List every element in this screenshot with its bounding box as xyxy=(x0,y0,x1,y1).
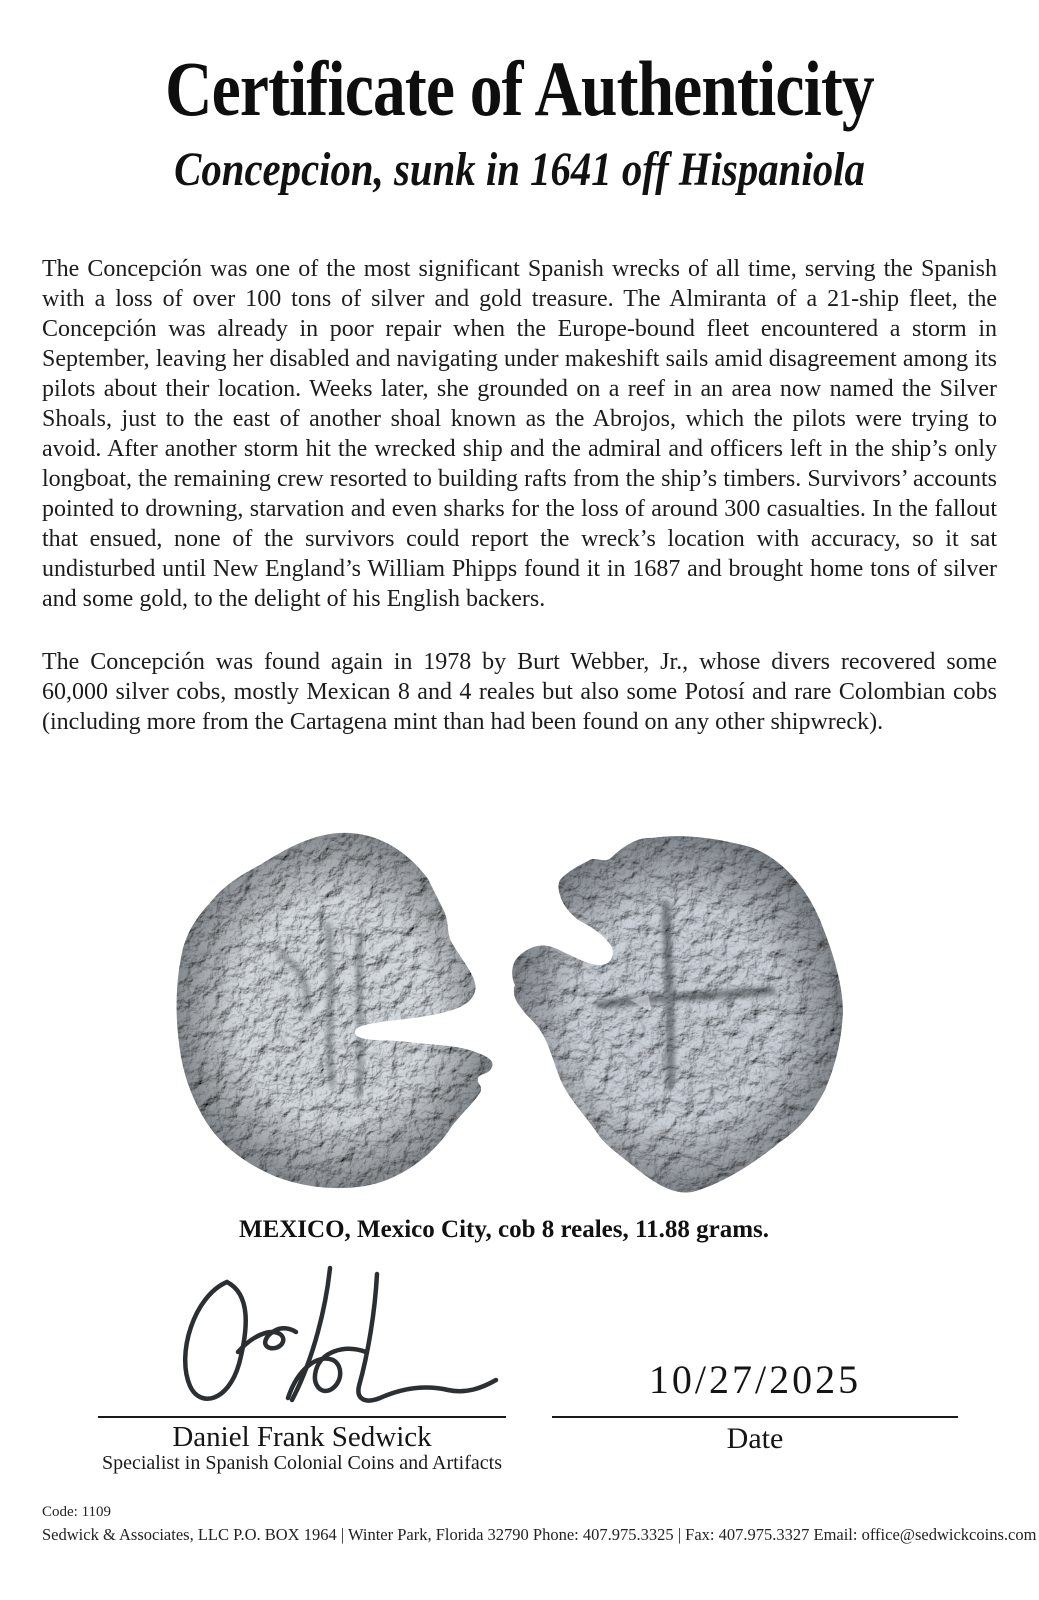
coin-reverse-photo xyxy=(512,836,843,1192)
certificate-title: Certificate of Authenticity xyxy=(165,45,874,132)
signatory-name: Daniel Frank Sedwick xyxy=(172,1421,432,1453)
coin-photos xyxy=(160,785,860,1200)
signatory-title: Specialist in Spanish Colonial Coins and Artifacts xyxy=(102,1452,502,1474)
signature-line xyxy=(98,1416,506,1418)
coin-obverse-photo xyxy=(177,833,493,1188)
date-value: 10/27/2025 xyxy=(648,1357,862,1402)
history-paragraph-1: The Concepción was one of the most significant Spanish wrecks of all time, serving the Spanish with a loss of over 100 tons of silver and gold treasure. The Almiranta of a 21-ship fleet, the Concepción was already in poor repair when the Europe-bound fleet encountered a storm in September, leaving her disabled and navigating under makeshift sails amid disagreement among its pilots about their location. Weeks later, she grounded on a reef in an area now named the Silver Shoals, just to the east of another shoal known as the Abrojos, which the pilots were trying to avoid. After another storm hit the wrecked ship and the admiral and officers left in the ship’s only longboat, the remaining crew resorted to building rafts from the ship’s timbers. Survivors’ accounts pointed to drowning, starvation and even sharks for the loss of around 300 casualties. In the fallout that ensued, none of the survivors could report the wreck’s location with accuracy, so it sat undisturbed until New England’s William Phipps found it in 1687 and brought home tons of silver and some gold, to the delight of his English backers. xyxy=(42,256,997,612)
certificate-subtitle: Concepcion, sunk in 1641 off Hispaniola xyxy=(174,143,865,196)
coin-description: MEXICO, Mexico City, cob 8 reales, 11.88 grams. xyxy=(238,1216,770,1243)
certificate-body xyxy=(42,254,997,737)
company-contact: Sedwick & Associates, LLC P.O. BOX 1964 | Winter Park, Florida 32790 Phone: 407.975.3325 | Fax: 407.975.3327 Email: office@sedwickcoins.com xyxy=(42,1525,1037,1544)
date-line xyxy=(552,1416,958,1418)
date-label: Date xyxy=(726,1422,784,1455)
signature-image xyxy=(130,1252,530,1417)
history-paragraph-2: The Concepción was found again in 1978 by Burt Webber, Jr., whose divers recovered some 60,000 silver cobs, mostly Mexican 8 and 4 reales but also some Potosí and rare Colombian cobs (including more from the Cartagena mint than had been found on any other shipwreck). xyxy=(42,649,997,735)
certificate-code: Code: 1109 xyxy=(42,1504,112,1520)
